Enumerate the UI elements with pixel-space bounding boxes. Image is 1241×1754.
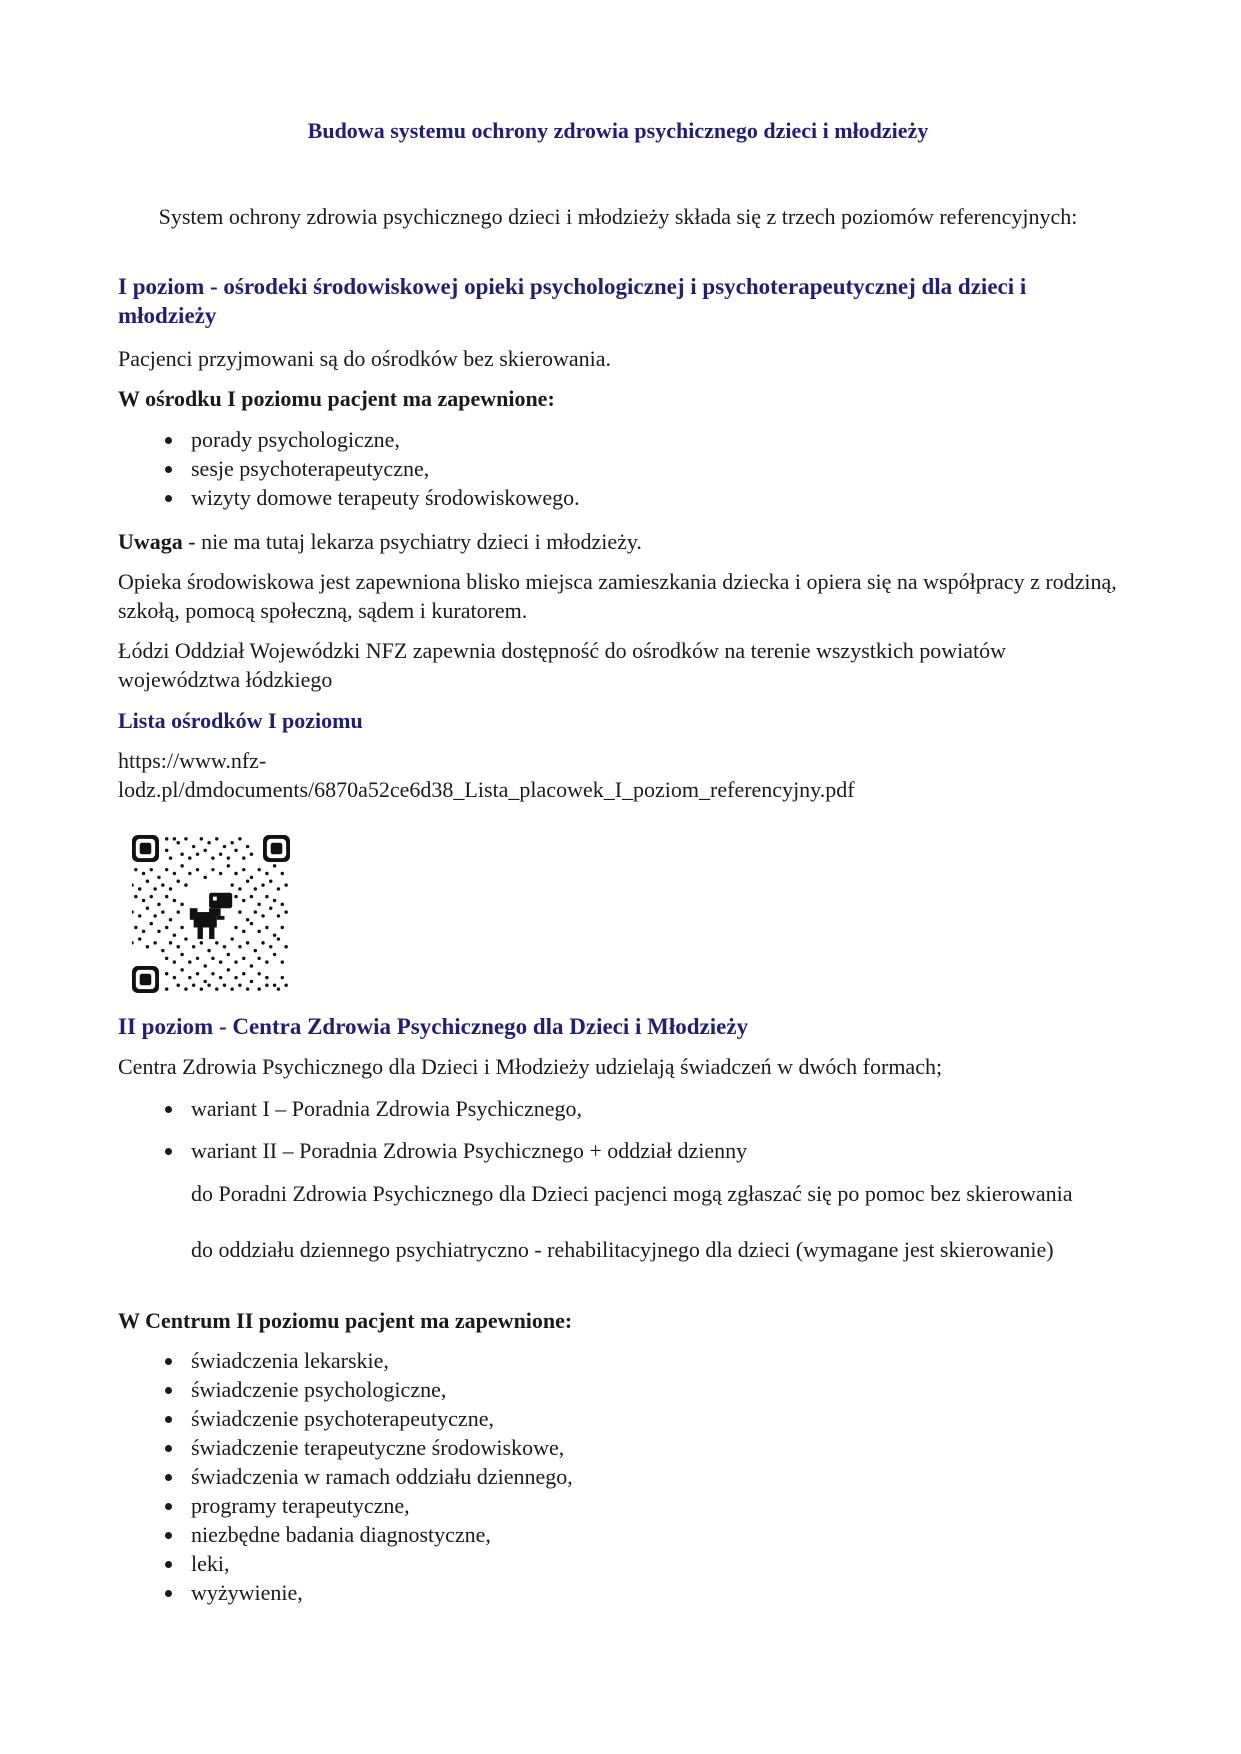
list-item: świadczenia lekarskie, bbox=[118, 1346, 1118, 1375]
level1-paragraph-3: Łódzi Oddział Wojewódzki NFZ zapewnia dostępność do ośrodków na terenie wszystkich powiatów województwa łódzkiego bbox=[118, 638, 1007, 692]
list-item: świadczenie psychologiczne, bbox=[118, 1375, 1118, 1404]
note-label: Uwaga bbox=[118, 529, 183, 554]
qr-code-icon[interactable] bbox=[132, 835, 290, 993]
intro-paragraph: System ochrony zdrowia psychicznego dzieci i młodzieży składa się z trzech poziomów referencyjnych: bbox=[158, 204, 1078, 229]
list-item: wariant II – Poradnia Zdrowia Psychicznego + oddział dzienny bbox=[118, 1136, 1118, 1165]
level2-paragraph-1: Centra Zdrowia Psychicznego dla Dzieci i Młodzieży udzielają świadczeń w dwóch formach; bbox=[118, 1054, 943, 1079]
list-item: świadczenie terapeutyczne środowiskowe, bbox=[118, 1433, 1118, 1462]
level1-paragraph-1: Pacjenci przyjmowani są do ośrodków bez skierowania. bbox=[118, 346, 612, 371]
url-line-1: https://www.nfz- bbox=[118, 748, 267, 773]
list-item: sesje psychoterapeutyczne, bbox=[118, 454, 1118, 483]
list-item: wariant I – Poradnia Zdrowia Psychicznego, bbox=[118, 1094, 1118, 1123]
list-item: leki, bbox=[118, 1549, 1118, 1578]
note-text: - nie ma tutaj lekarza psychiatry dzieci i młodzieży. bbox=[182, 529, 642, 554]
variant-note-2: do oddziału dziennego psychiatryczno - rehabilitacyjnego dla dzieci (wymagane jest skierowanie) bbox=[191, 1237, 1054, 1262]
list-item: programy terapeutyczne, bbox=[118, 1491, 1118, 1520]
level1-note bbox=[118, 527, 1118, 556]
url-line-2: lodz.pl/dmdocuments/6870a52ce6d38_Lista_placowek_I_poziom_referencyjny.pdf bbox=[118, 777, 855, 802]
level1-paragraph-2: Opieka środowiskowa jest zapewniona blisko miejsca zamieszkania dziecka i opiera się na współpracy z rodziną, szkołą, pomocą społeczną, sądem i kuratorem. bbox=[118, 569, 1117, 623]
level1-list bbox=[118, 425, 1118, 512]
level2-services-list bbox=[118, 1346, 1118, 1607]
list-item: świadczenia w ramach oddziału dziennego, bbox=[118, 1462, 1118, 1491]
level1-list-heading: Lista ośrodków I poziomu bbox=[118, 708, 363, 733]
level1-subheading: W ośrodku I poziomu pacjent ma zapewnione: bbox=[118, 386, 555, 411]
list-item: świadczenie psychoterapeutyczne, bbox=[118, 1404, 1118, 1433]
document-title: Budowa systemu ochrony zdrowia psychicznego dzieci i młodzieży bbox=[307, 118, 929, 143]
list-item: wyżywienie, bbox=[118, 1578, 1118, 1607]
list-item: porady psychologiczne, bbox=[118, 425, 1118, 454]
list-item: niezbędne badania diagnostyczne, bbox=[118, 1520, 1118, 1549]
variant-note-1: do Poradni Zdrowia Psychicznego dla Dzieci pacjenci mogą zgłaszać się po pomoc bez skierowania bbox=[191, 1181, 1073, 1206]
list-url-link[interactable] bbox=[118, 746, 1118, 804]
level1-heading: I poziom - ośrodeki środowiskowej opieki psychologicznej i psychoterapeutycznej dla dzieci i młodzieży bbox=[118, 274, 1027, 328]
level2-heading: II poziom - Centra Zdrowia Psychicznego dla Dzieci i Młodzieży bbox=[118, 1014, 749, 1039]
level2-variant-list bbox=[118, 1094, 1118, 1165]
list-item: wizyty domowe terapeuty środowiskowego. bbox=[118, 483, 1118, 512]
level2-subheading: W Centrum II poziomu pacjent ma zapewnione: bbox=[118, 1308, 573, 1333]
